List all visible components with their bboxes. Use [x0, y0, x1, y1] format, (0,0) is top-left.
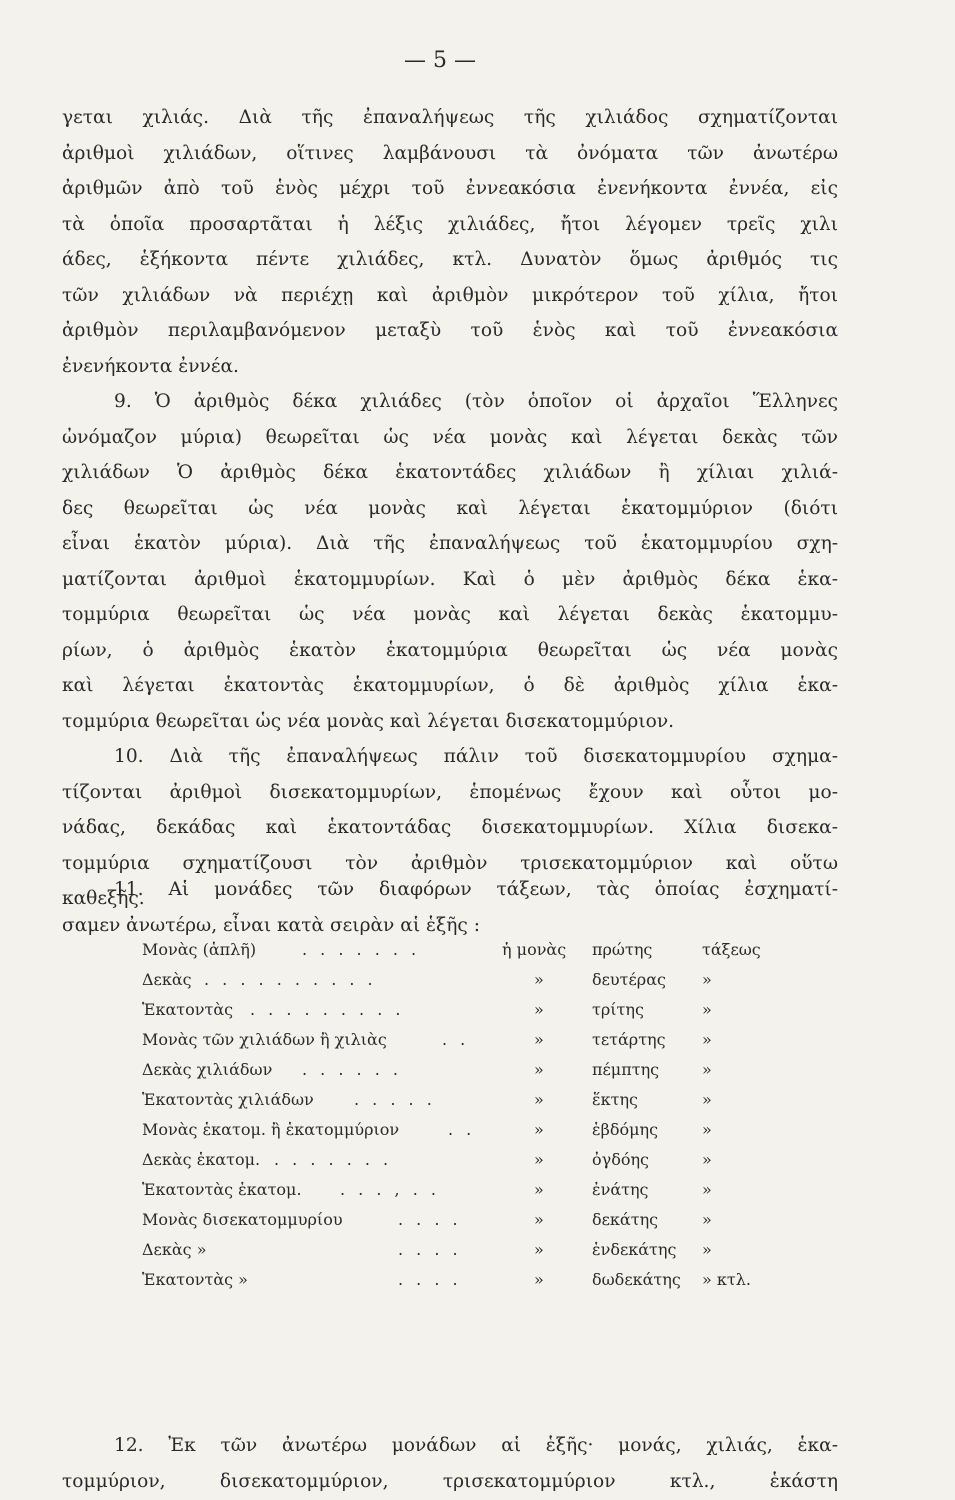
ditto-mark: » — [534, 1270, 544, 1289]
paragraph-12 — [62, 1428, 838, 1499]
ordinal: πέμπτης — [592, 1060, 660, 1079]
suffix: » κτλ. — [702, 1270, 751, 1289]
text-line: νάδας, δεκάδας καὶ ἑκατοντάδας δισεκατομμυρίων. Χίλια δισεκα- — [62, 817, 838, 838]
leader-dots: . . . . . . . — [302, 940, 421, 959]
suffix: » — [702, 1150, 712, 1169]
leader-dots: . . . . . . . — [274, 1150, 393, 1169]
unit-name: Ἑκατοντὰς — [142, 1000, 234, 1019]
text-line: εἶναι ἑκατὸν μύρια). Διὰ τῆς ἐπαναλήψεως τοῦ ἑκατομμυρίου σχη- — [62, 533, 838, 554]
table-row — [142, 1030, 782, 1060]
text-line: άδες, ἑξήκοντα πέντε χιλιάδες, κτλ. Δυνατὸν ὅμως ἀριθμός τις — [62, 249, 838, 270]
ditto-mark: » — [534, 1000, 544, 1019]
leader-dots: . . . . . . . . . — [250, 1000, 405, 1019]
paragraph-9 — [62, 384, 838, 739]
text-line: καθεξῆς. — [62, 888, 145, 909]
table-row — [142, 1090, 782, 1120]
text-line: ἀριθμῶν ἀπὸ τοῦ ἑνὸς μέχρι τοῦ ἐννεακόσια ἐνενήκοντα ἐννέα, εἰς — [62, 178, 838, 199]
ordinal: ἑνδεκάτης — [592, 1240, 677, 1259]
text-line: χιλιάδων Ὁ ἀριθμὸς δέκα ἑκατοντάδες χιλιάδων ἢ χίλιαι χιλιά- — [62, 462, 838, 483]
ditto-mark: » — [534, 1060, 544, 1079]
table-row — [142, 1270, 782, 1300]
unit-name: Μονὰς (ἁπλῆ) — [142, 940, 257, 959]
unit-name: Δεκὰς — [142, 970, 192, 989]
ditto-mark: » — [534, 1090, 544, 1109]
text-line: τομμύρια θεωρεῖται ὡς νέα μονὰς καὶ λέγεται δεκὰς ἑκατομμυ- — [62, 604, 838, 625]
suffix: » — [702, 1030, 712, 1049]
text-line: 12. Ἐκ τῶν ἀνωτέρω μονάδων αἱ ἑξῆς· μονάς, χιλιάς, ἑκα- — [114, 1435, 838, 1456]
units-table — [142, 940, 782, 1300]
unit-name: Μονὰς ἑκατομ. ἢ ἑκατομμύριον — [142, 1120, 400, 1139]
text-line: καὶ λέγεται ἑκατοντὰς ἑκατομμυρίων, ὁ δὲ ἀριθμὸς χίλια ἑκα- — [62, 675, 838, 696]
ditto-mark: ἡ μονὰς — [502, 940, 567, 959]
leader-dots: . . . . . . . . . . — [204, 970, 377, 989]
ordinal: ὀγδόης — [592, 1150, 650, 1169]
unit-name: Δεκὰς ἑκατομ. — [142, 1150, 261, 1169]
ditto-mark: » — [534, 1120, 544, 1139]
paragraph-8-continued — [62, 100, 838, 384]
leader-dots: . . . . . — [354, 1090, 436, 1109]
text-line: τομμύρια σχηματίζουσι τὸν ἀριθμὸν τρισεκατομμύριον καὶ οὕτω — [62, 852, 838, 874]
leader-dots: . . . . — [398, 1270, 462, 1289]
text-line: 9. Ὁ ἀριθμὸς δέκα χιλιάδες (τὸν ὁποῖον οἱ ἀρχαῖοι Ἕλληνες — [114, 391, 838, 412]
unit-name: Ἑκατοντὰς ἑκατομ. — [142, 1180, 302, 1199]
ordinal: ἑβδόμης — [592, 1120, 659, 1139]
text-line: τομμύριον, δισεκατομμύριον, τρισεκατομμύριον κτλ., ἑκάστη — [62, 1470, 838, 1492]
leader-dots: . . — [448, 1120, 476, 1139]
suffix: » — [702, 1000, 712, 1019]
text-line: ἀριθμὸν περιλαμβανόμενον μεταξὺ τοῦ ἑνὸς καὶ τοῦ ἐννεακόσια — [62, 320, 838, 341]
text-line: 11. Αἱ μονάδες τῶν διαφόρων τάξεων, τὰς ὁποίας ἐσχηματί- — [114, 879, 838, 900]
suffix: » — [702, 1240, 712, 1259]
table-row — [142, 1210, 782, 1240]
text-line: ρίων, ὁ ἀριθμὸς ἑκατὸν ἑκατομμύρια θεωρεῖται ὡς νέα μονὰς — [62, 639, 838, 661]
table-row — [142, 1150, 782, 1180]
page-number: — 5 — — [404, 48, 476, 73]
ordinal: ἐνάτης — [592, 1180, 649, 1199]
ordinal: τετάρτης — [592, 1030, 666, 1049]
unit-name: Δεκὰς » — [142, 1240, 207, 1259]
unit-name: Ἑκατοντὰς χιλιάδων — [142, 1090, 314, 1109]
text-line: δες θεωρεῖται ὡς νέα μονὰς καὶ λέγεται ἑκατομμύριον (διότι — [62, 497, 838, 519]
ordinal: πρώτης — [592, 940, 653, 959]
unit-name: Δεκὰς χιλιάδων — [142, 1060, 273, 1079]
text-line: ἀριθμοὶ χιλιάδων, οἵτινες λαμβάνουσι τὰ ὀνόματα τῶν ἀνωτέρω — [62, 142, 838, 164]
table-row — [142, 1120, 782, 1150]
suffix: τάξεως — [702, 940, 761, 959]
unit-name: Μονὰς δισεκατομμυρίου — [142, 1210, 343, 1229]
suffix: » — [702, 1120, 712, 1139]
table-row — [142, 1180, 782, 1210]
ordinal: δεκάτης — [592, 1210, 659, 1229]
text-line: σαμεν ἀνωτέρω, εἶναι κατὰ σειρὰν αἱ ἑξῆς : — [62, 914, 480, 936]
text-line: τῶν χιλιάδων νὰ περιέχῃ καὶ ἀριθμὸν μικρότερον τοῦ χίλια, ἤτοι — [62, 284, 838, 306]
leader-dots: . . . , . . — [340, 1180, 440, 1199]
suffix: » — [702, 1180, 712, 1199]
suffix: » — [702, 1090, 712, 1109]
unit-name: Μονὰς τῶν χιλιάδων ἢ χιλιὰς — [142, 1030, 387, 1049]
table-row — [142, 1060, 782, 1090]
table-row — [142, 1000, 782, 1030]
ordinal: τρίτης — [592, 1000, 644, 1019]
paragraph-11 — [62, 872, 838, 943]
ditto-mark: » — [534, 1030, 544, 1049]
text-line: 10. Διὰ τῆς ἐπαναλήψεως πάλιν τοῦ δισεκατομμυρίου σχημα- — [114, 746, 838, 767]
text-line: τὰ ὁποῖα προσαρτᾶται ἡ λέξις χιλιάδες, ἤτοι λέγομεν τρεῖς χιλι — [62, 213, 838, 235]
unit-name: Ἑκατοντὰς » — [142, 1270, 248, 1289]
table-row — [142, 1240, 782, 1270]
suffix: » — [702, 970, 712, 989]
text-line: ὠνόμαζον μύρια) θεωρεῖται ὡς νέα μονὰς καὶ λέγεται δεκὰς τῶν — [62, 426, 838, 448]
leader-dots: . . . . . . — [302, 1060, 402, 1079]
ordinal: δωδεκάτης — [592, 1270, 681, 1289]
ditto-mark: » — [534, 1180, 544, 1199]
table-row — [142, 970, 782, 1000]
leader-dots: . . . . — [398, 1240, 462, 1259]
ditto-mark: » — [534, 970, 544, 989]
ordinal: ἕκτης — [592, 1090, 638, 1109]
text-line: ἐνενήκοντα ἐννέα. — [62, 355, 239, 377]
ditto-mark: » — [534, 1240, 544, 1259]
leader-dots: . . . . — [398, 1210, 462, 1229]
ditto-mark: » — [534, 1210, 544, 1229]
suffix: » — [702, 1060, 712, 1079]
leader-dots: . . — [442, 1030, 470, 1049]
text-line: γεται χιλιάς. Διὰ τῆς ἐπαναλήψεως τῆς χιλιάδος σχηματίζονται — [62, 107, 838, 128]
text-line: τίζονται ἀριθμοὶ δισεκατομμυρίων, ἑπομένως ἔχουν καὶ οὗτοι μο- — [62, 781, 838, 803]
text-line: ματίζονται ἀριθμοὶ ἑκατομμυρίων. Καὶ ὁ μὲν ἀριθμὸς δέκα ἑκα- — [62, 568, 838, 590]
table-row — [142, 940, 782, 970]
ditto-mark: » — [534, 1150, 544, 1169]
suffix: » — [702, 1210, 712, 1229]
text-line: τομμύρια θεωρεῖται ὡς νέα μονὰς καὶ λέγεται δισεκατομμύριον. — [62, 710, 675, 732]
ordinal: δευτέρας — [592, 970, 666, 989]
